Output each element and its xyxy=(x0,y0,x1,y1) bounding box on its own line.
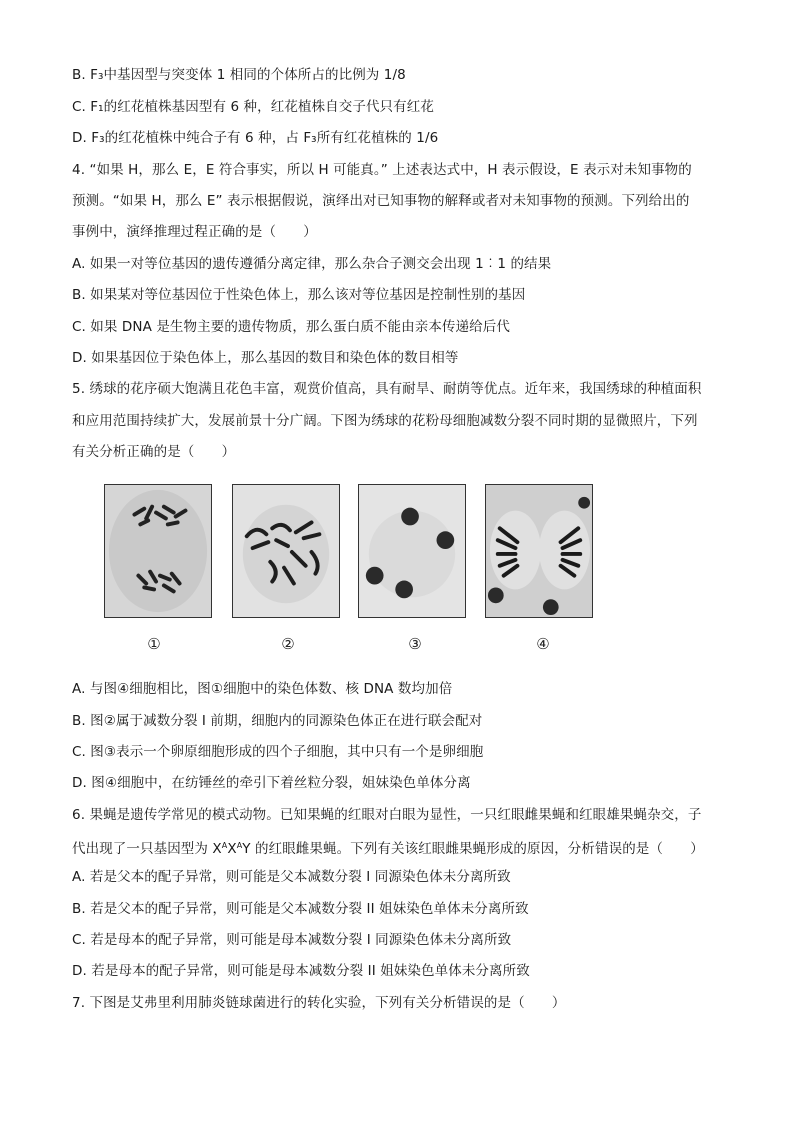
q6-option-c: C. 若是母本的配子异常，则可能是母本减数分裂 I 同源染色体未分离所致 xyxy=(72,932,512,948)
q6-option-a: A. 若是父本的配子异常，则可能是父本减数分裂 I 同源染色体未分离所致 xyxy=(72,869,511,885)
q5-option-a: A. 与图④细胞相比，图①细胞中的染色体数、核 DNA 数均加倍 xyxy=(72,681,453,697)
q4-stem-line-2: 预测。“如果 H，那么 E” 表示根据假说，演绎出对已知事物的解释或者对未知事物的预测。下列给出的 xyxy=(72,193,690,209)
q6-stem-line-2 xyxy=(72,837,704,858)
micrograph-1 xyxy=(104,484,212,618)
q3-option-c: C. F₁的红花植株基因型有 6 种，红花植株自交子代只有红花 xyxy=(72,99,434,115)
figure-label-4: ④ xyxy=(536,635,550,653)
q5-stem-line-1: 5. 绣球的花序硕大饱满且花色丰富，观赏价值高，具有耐旱、耐荫等优点。近年来，我国绣球的种植面积 xyxy=(72,381,702,397)
figure-label-1: ① xyxy=(147,635,161,653)
q6-allele-sup-2: A xyxy=(236,841,243,850)
figure-label-2: ② xyxy=(281,635,295,653)
q5-option-b: B. 图②属于减数分裂 I 前期，细胞内的同源染色体正在进行联会配对 xyxy=(72,713,483,729)
q4-option-c: C. 如果 DNA 是生物主要的遗传物质，那么蛋白质不能由亲本传递给后代 xyxy=(72,319,510,335)
micrograph-3 xyxy=(358,484,466,618)
q4-stem-line-3: 事例中，演绎推理过程正确的是（ ） xyxy=(72,224,317,240)
micrograph-figure xyxy=(0,482,794,662)
q3-option-b: B. F₃中基因型与突变体 1 相同的个体所占的比例为 1/8 xyxy=(72,67,406,83)
q6-stem-mid: X xyxy=(227,841,237,857)
micrograph-2 xyxy=(232,484,340,618)
figure-label-3: ③ xyxy=(408,635,422,653)
q4-option-d: D. 如果基因位于染色体上，那么基因的数目和染色体的数目相等 xyxy=(72,350,459,366)
q5-option-d: D. 图④细胞中，在纺锤丝的牵引下着丝粒分裂，姐妹染色单体分离 xyxy=(72,775,471,791)
q5-stem-line-3: 有关分析正确的是（ ） xyxy=(72,444,236,460)
q4-option-b: B. 如果某对等位基因位于性染色体上，那么该对等位基因是控制性别的基因 xyxy=(72,287,526,303)
q6-stem-pre: 代出现了一只基因型为 X xyxy=(72,841,222,857)
q4-option-a: A. 如果一对等位基因的遗传遵循分离定律，那么杂合子测交会出现 1︰1 的结果 xyxy=(72,256,552,272)
q6-allele-sup-1: A xyxy=(221,841,228,850)
q6-option-d: D. 若是母本的配子异常，则可能是母本减数分裂 II 姐妹染色单体未分离所致 xyxy=(72,963,530,979)
q6-option-b: B. 若是父本的配子异常，则可能是父本减数分裂 II 姐妹染色单体未分离所致 xyxy=(72,901,529,917)
q5-option-c: C. 图③表示一个卵原细胞形成的四个子细胞，其中只有一个是卵细胞 xyxy=(72,744,484,760)
q7-stem: 7. 下图是艾弗里利用肺炎链球菌进行的转化实验，下列有关分析错误的是（ ） xyxy=(72,995,566,1011)
q3-option-d: D. F₃的红花植株中纯合子有 6 种，占 F₃所有红花植株的 1/6 xyxy=(72,130,439,146)
micrograph-4 xyxy=(485,484,593,618)
q4-stem-line-1: 4. “如果 H，那么 E，E 符合事实，所以 H 可能真。” 上述表达式中，H 表示假设，E 表示对未知事物的 xyxy=(72,162,692,178)
q6-stem-post: Y 的红眼雌果蝇。下列有关该红眼雌果蝇形成的原因，分析错误的是（ ） xyxy=(242,841,704,857)
q5-stem-line-2: 和应用范围持续扩大，发展前景十分广阔。下图为绣球的花粉母细胞减数分裂不同时期的显微照片，下列 xyxy=(72,413,698,429)
q6-stem-line-1: 6. 果蝇是遗传学常见的模式动物。已知果蝇的红眼对白眼为显性，一只红眼雌果蝇和红眼雄果蝇杂交，子 xyxy=(72,807,702,823)
